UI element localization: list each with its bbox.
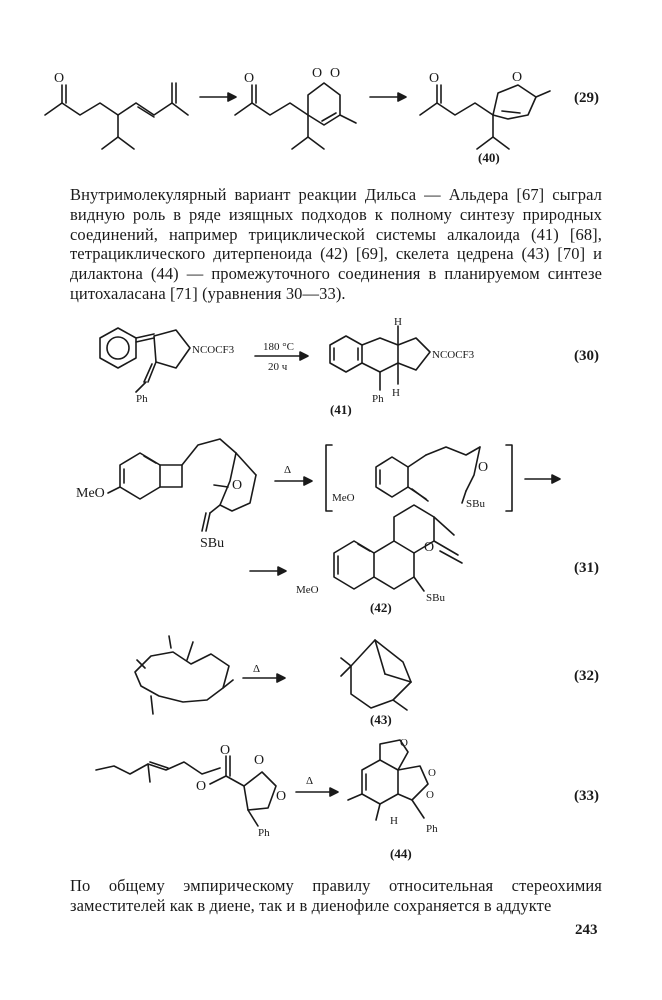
product-h-label: H <box>390 815 398 827</box>
equation-number-32: (32) <box>574 668 599 684</box>
svg-text:O: O <box>254 753 265 768</box>
condition-delta-33: Δ <box>306 775 314 787</box>
product-ph-label: Ph <box>372 393 384 405</box>
meo-label-2: MeO <box>332 492 355 504</box>
compound-label-43: (43) <box>370 712 392 727</box>
condition-delta-31: Δ <box>284 464 292 476</box>
reagent-group-label: NCOCF3 <box>192 344 235 356</box>
paragraph-2: По общему эмпирическому правилу относительная стереохимия заместителей как в диене, так и в диенофиле сохраняется в аддукте <box>70 876 602 915</box>
equation-number-31: (31) <box>574 560 599 576</box>
svg-text:O: O <box>428 767 436 779</box>
sbu-label-2: SBu <box>466 498 485 510</box>
condition-time: 20 ч <box>268 361 288 373</box>
equation-number-33: (33) <box>574 788 599 804</box>
h-top-label: H <box>394 316 402 328</box>
svg-text:O: O <box>330 66 341 81</box>
scheme-33 <box>90 737 510 860</box>
svg-text:O: O <box>512 70 523 85</box>
condition-temperature: 180 °C <box>263 341 294 353</box>
scheme-32 <box>115 630 455 730</box>
sbu-label-1: SBu <box>200 536 225 551</box>
page-number: 243 <box>575 922 598 938</box>
compound-label-44: (44) <box>390 846 412 861</box>
meo-label-3: MeO <box>296 584 319 596</box>
svg-text:O: O <box>220 743 231 758</box>
compound-label-42: (42) <box>370 600 392 615</box>
svg-text:O: O <box>232 478 243 493</box>
svg-text:O: O <box>478 460 489 475</box>
svg-text:O: O <box>54 71 65 86</box>
meo-label-1: MeO <box>76 486 105 501</box>
sbu-label-3: SBu <box>426 592 445 604</box>
svg-text:O: O <box>400 737 408 749</box>
ph-label: Ph <box>136 393 148 405</box>
compound-label-41: (41) <box>330 402 352 417</box>
svg-text:O: O <box>276 789 287 804</box>
h-bottom-label: H <box>392 387 400 399</box>
paragraph-1: Внутримолекулярный вариант реакции Дильса — Альдера [67] сыграл видную роль в ряде изящных подходов к полному синтезу природных соединений, например трициклической системы алкалоида (41) [68], тетрациклического дитерпеноида (42) [69], скелета цедрена (43) [70] и дилактона (44) — промежуточного соединения в планируемом синтезе цитохаласана [71] (уравнения 30—33). <box>70 185 602 303</box>
svg-text:O: O <box>196 779 207 794</box>
product-ph-label-33: Ph <box>426 823 438 835</box>
compound-label-40: (40) <box>478 150 500 165</box>
reactant-ph-label: Ph <box>258 827 270 839</box>
svg-text:O: O <box>424 540 435 555</box>
condition-delta-32: Δ <box>253 663 261 675</box>
scheme-30 <box>80 316 540 420</box>
svg-text:O: O <box>426 789 434 801</box>
svg-text:O: O <box>244 71 255 86</box>
product-group-label: NCOCF3 <box>432 349 475 361</box>
svg-text:O: O <box>312 66 323 81</box>
scheme-31 <box>70 425 570 625</box>
svg-text:O: O <box>429 71 440 86</box>
equation-number-30: (30) <box>574 348 599 364</box>
equation-number-29: (29) <box>574 90 599 106</box>
